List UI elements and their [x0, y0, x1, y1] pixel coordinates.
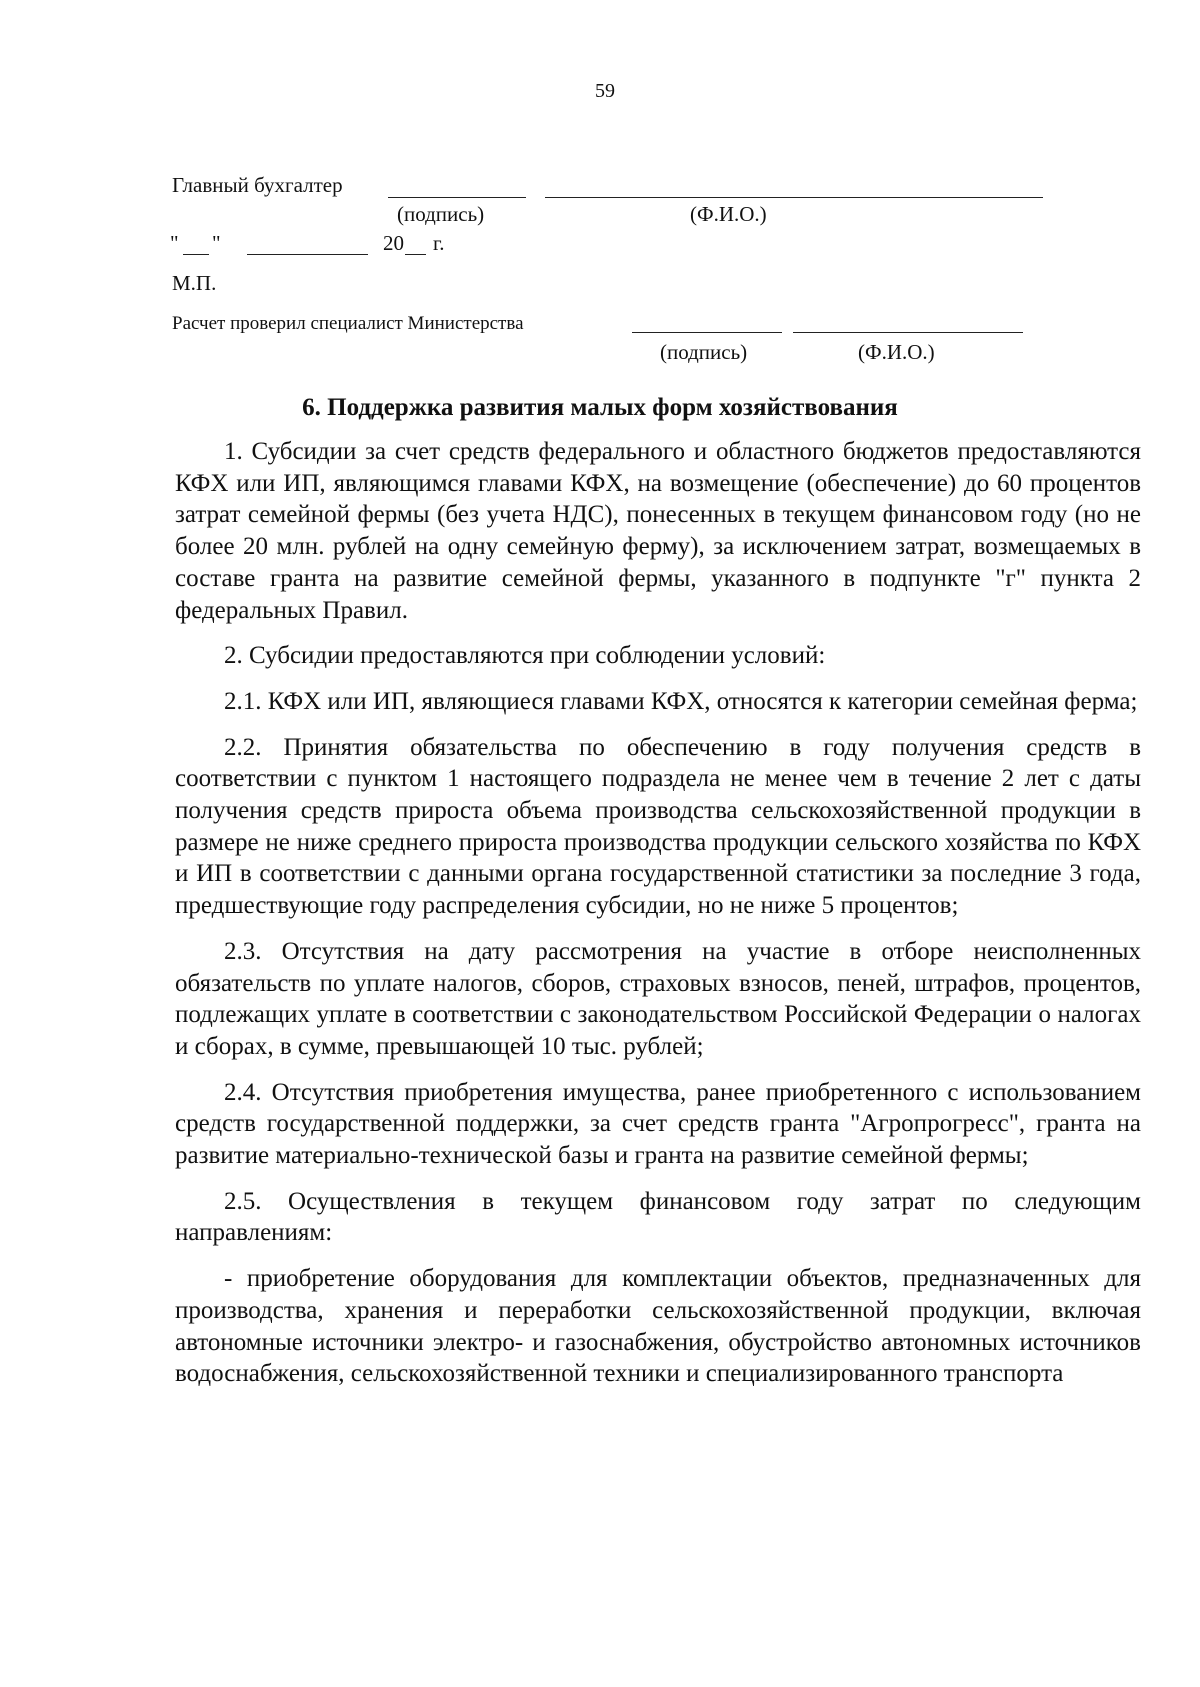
chief-accountant-label: Главный бухгалтер	[172, 173, 343, 197]
paragraph-2-5: 2.5. Осуществления в текущем финансовом году затрат по следующим направлениям:	[175, 1187, 1141, 1247]
date-month-line	[247, 254, 368, 255]
section-heading: 6. Поддержка развития малых форм хозяйствования	[302, 394, 898, 421]
paragraph-2: 2. Субсидии предоставляются при соблюдении условий:	[224, 642, 826, 670]
name-caption: (Ф.И.О.)	[690, 202, 767, 226]
chief-accountant-signature-line	[388, 197, 526, 198]
checked-signature-caption: (подпись)	[660, 340, 748, 364]
date-quote-close: "	[212, 231, 221, 255]
checked-signature-line	[632, 332, 782, 333]
date-day-line	[183, 254, 209, 255]
checked-by-label: Расчет проверил специалист Министерства	[172, 313, 524, 334]
page-number: 59	[595, 80, 615, 102]
year-prefix: 20	[383, 231, 404, 255]
checked-name-line	[793, 332, 1023, 333]
date-quote-open: "	[170, 231, 179, 255]
chief-accountant-name-line	[545, 197, 1043, 198]
paragraph-1: 1. Субсидии за счет средств федерального и областного бюджетов предоставляются КФХ или ИП, являющимся главами КФХ, на возмещение (обеспечение) до 60 процентов затрат семейной фермы (без учета НДС), понесенных в текущем финансовом году (но не более 20 млн. рублей на одну семейную ферму), за исключением затрат, возмещаемых в составе гранта на развитие семейной фермы, указанного в подпункте "г" пункта 2 федеральных Правил.	[175, 438, 1141, 624]
paragraph-2-2: 2.2. Принятия обязательства по обеспечению в году получения средств в соответствии с пунктом 1 настоящего подраздела не менее чем в течение 2 лет с даты получения средств прироста объема производства сельскохозяйственной продукции в размере не ниже среднего прироста производства продукции сельского хозяйства по КФХ и ИП в соответствии с данными органа государственной статистики за последние 3 года, предшествующие году распределения субсидии, но не ниже 5 процентов;	[175, 733, 1141, 920]
paragraph-2-4: 2.4. Отсутствия приобретения имущества, ранее приобретенного с использованием средств государственной поддержки, за счет средств гранта "Агропрогресс", гранта на развитие материально-технической базы и гранта на развитие семейной фермы;	[175, 1078, 1141, 1170]
paragraph-2-3: 2.3. Отсутствия на дату рассмотрения на участие в отборе неисполненных обязательств по уплате налогов, сборов, страховых взносов, пеней, штрафов, процентов, подлежащих уплате в соответствии с законодательством Российской Федерации о налогах и сборах, в сумме, превышающей 10 тыс. рублей;	[175, 937, 1141, 1060]
list-item-equipment: - приобретение оборудования для комплектации объектов, предназначенных для производства, хранения и переработки сельскохозяйственной продукции, включая автономные источники электро- и газоснабжения, обустройство автономных источников водоснабжения, сельскохозяйственной техники и специализированного транспорта	[175, 1265, 1141, 1388]
date-year-line	[405, 254, 426, 255]
checked-name-caption: (Ф.И.О.)	[858, 340, 935, 364]
section-body	[175, 436, 1141, 1404]
year-suffix: г.	[433, 231, 445, 255]
signature-caption: (подпись)	[397, 202, 485, 226]
paragraph-2-1: 2.1. КФХ или ИП, являющиеся главами КФХ, относятся к категории семейная ферма;	[224, 687, 1138, 715]
stamp-label: М.П.	[172, 271, 217, 295]
